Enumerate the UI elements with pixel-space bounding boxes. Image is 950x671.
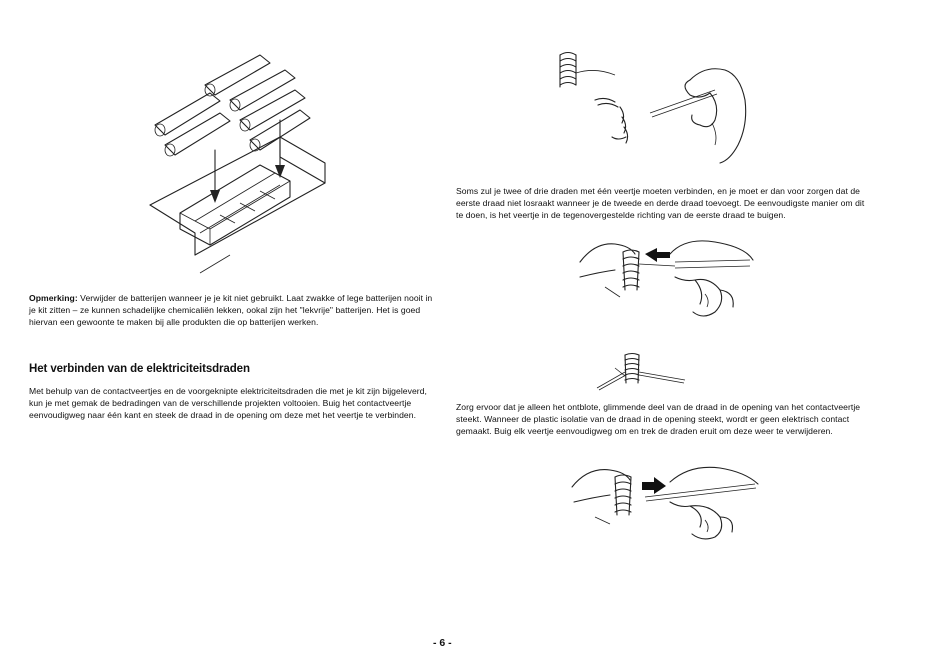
multi-wire-paragraph: Soms zul je twee of drie draden met één veertje moeten verbinden, en je moet er dan voor zorgen dat de eerste draad niet losraakt wanneer je de tweede en derde draad toevoegt. De eenvoudigste manier om dit te doen, is het veertje in de tegenovergestelde richting van de eerste draad te buigen. bbox=[456, 186, 865, 221]
section-heading: Het verbinden van de elektriciteitsdraden bbox=[29, 363, 250, 375]
insulation-paragraph: Zorg ervoor dat je alleen het ontblote, glimmende deel van de draad in de opening van het contactveertje steekt. Wanneer de plastic isolatie van de draad in de opening steekt, wordt er geen elektrisch contact gemaakt. Buig elk veertje eenvoudigweg om en trek de draden eruit om deze weer te verwijderen. bbox=[456, 402, 861, 437]
note-text: Verwijder de batterijen wanneer je je kit niet gebruikt. Laat zwakke of lege batterijen nooit in je kit zitten – ze kunnen schadelijke chemicaliën lekken, ookal zijn het "lekvrije" batterijen. Het is goed hiervan een gewoonte te maken bij alle produkten die op batterijen werken. bbox=[29, 293, 433, 328]
battery-illustration bbox=[140, 45, 340, 280]
wiring-intro-paragraph: Met behulp van de contactveertjes en de voorgeknipte elektriciteitsdraden die met je kit zijn bijgeleverd, kun je met gemak de bedradingen van de verschillende projekten voltooien. Buig het contactveertje eenvoudigweg naar één kant en steek de draad in de opening om deze met het veertje te verbinden. bbox=[29, 386, 427, 421]
note-label: Opmerking: bbox=[29, 293, 78, 303]
page-number: - 6 - bbox=[433, 637, 452, 649]
remove-wire-illustration bbox=[570, 462, 760, 542]
insert-wire-illustration bbox=[575, 232, 755, 327]
connected-spring-illustration bbox=[595, 350, 690, 392]
spring-bend-illustration bbox=[540, 45, 760, 170]
note-paragraph bbox=[29, 292, 439, 329]
